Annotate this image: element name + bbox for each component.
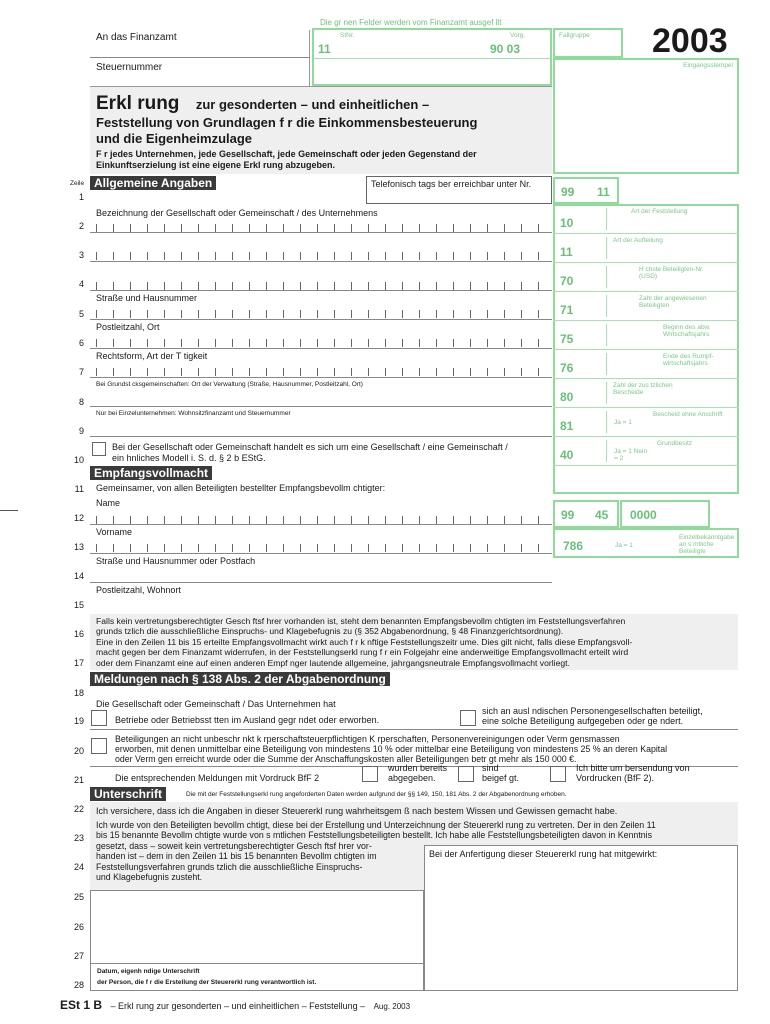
green-code: 76 <box>560 361 574 375</box>
green-code: 70 <box>560 274 574 288</box>
row-number: 6 <box>78 338 84 348</box>
empf-info-box <box>90 614 738 670</box>
section-empfangsvollmacht: Empfangsvollmacht <box>90 466 212 480</box>
sind-checkbox[interactable] <box>458 766 474 782</box>
bevollm-text-line: handen ist – dem in den Zeilen 11 bis 15 benannten Bevollm chtigten im <box>96 851 377 862</box>
entspr-label: Die entsprechenden Meldungen mit Vordruck BfF 2 <box>115 773 320 783</box>
row-number: 8 <box>78 397 84 407</box>
empf-text-line: Eine in den Zeilen 11 bis 15 erteilte Empfangsvollmacht wirkt auch f r k nftige Feststellungszeitr ume. Dies gilt nicht, falls diese Empfangsvoll- <box>96 636 633 647</box>
footer-code: ESt 1 B <box>60 998 103 1012</box>
zeile-label: Zeile <box>70 180 85 187</box>
green-label: Bescheid ohne Anschrift <box>653 411 723 418</box>
empf-text-line: macht gegen ber dem Finanzamt widerrufen, in der Feststellungserkl rung f r ein Folgejahr eine anderweitige Empfangsvollmacht erteilt wird <box>96 647 629 658</box>
empf-text-line: oder dem Finanzamt eine auf einen anderen Empf nger lautende allgemeine, jahrgangsneutrale Empfangsvollmacht vorliegt. <box>96 657 570 668</box>
sind-label2: beigef gt. <box>482 773 520 783</box>
footer-text: – Erkl rung zur gesonderten – und einheitlichen – Feststellung – <box>110 1001 366 1011</box>
green-label: Zahl der zus tzlichen Bescheide <box>613 382 673 396</box>
ges-gem-text2: ein hnliches Modell i. S. d. § 2 b EStG. <box>112 453 266 463</box>
row-number: 23 <box>73 833 84 843</box>
green-code: 10 <box>560 216 574 230</box>
footer-date: Aug. 2003 <box>373 1002 411 1011</box>
row-number: 16 <box>73 629 84 639</box>
code-9003: 90 03 <box>490 42 521 56</box>
row-number: 26 <box>73 922 84 932</box>
plz-wohnort-label: Postleitzahl, Wohnort <box>96 585 181 595</box>
row-number: 11 <box>74 484 84 494</box>
section-allgemeine-angaben: Allgemeine Angaben <box>90 176 216 190</box>
vorname-label: Vorname <box>96 527 133 537</box>
footer <box>60 996 410 1014</box>
beteiligungen-checkbox[interactable] <box>91 738 107 754</box>
unterschrift-field[interactable]: Datum, eigenh ndige Unterschrift der Person, die f r die Erstellung der Steuererkl rung verantwortlich ist. <box>90 890 424 991</box>
row-number: 9 <box>78 426 84 436</box>
strasse-label: Straße und Hausnummer <box>96 293 198 303</box>
fallgruppe-field[interactable]: Fallgruppe <box>553 28 623 58</box>
green-label: H chste Beteiligten-Nr. (USD) <box>639 266 704 280</box>
subtitle1: F r jedes Unternehmen, jede Gesellschaft, jede Gemeinschaft oder jeden Gegenstand der <box>96 149 477 159</box>
green-field-99-11: 99 11 <box>553 177 619 204</box>
row-number: 19 <box>73 716 84 726</box>
meld-bet-line: erworben, mit denen unmittelbar eine Beteiligung von mindestens 10 % oder mittelbar eine Beteiligung von mindestens 25 % an deren Kapital <box>115 744 668 755</box>
bezeichnung-label: Bezeichnung der Gesellschaft oder Gemeinschaft / des Unternehmens <box>96 208 378 218</box>
strasse-postfach-label: Straße und Hausnummer oder Postfach <box>96 556 256 566</box>
ges-gem-checkbox[interactable] <box>92 442 106 456</box>
row-number: 18 <box>73 688 84 698</box>
plz-ort-label: Postleitzahl, Ort <box>96 322 160 332</box>
einzel-label: Nur bei Einzelunternehmen: Wohnsitzfinanzamt und Steuernummer <box>96 410 291 417</box>
bitte-label1: Ich bitte um bersendung von <box>576 763 690 773</box>
finanzamt-label: An das Finanzamt <box>96 32 177 43</box>
sind-label1: sind <box>482 763 499 773</box>
empf-inputs <box>90 494 552 614</box>
mitgewirkt-field[interactable]: Bei der Anfertigung dieser Steuererkl rung hat mitgewirkt: <box>424 845 738 991</box>
steuernummer-label: Steuernummer <box>96 62 163 73</box>
green-code: 71 <box>560 303 574 317</box>
row-number: 27 <box>73 951 84 961</box>
ausl-checkbox[interactable] <box>460 710 476 726</box>
bevollm-text-line: und Klagebefugnis zusteht. <box>96 872 203 883</box>
green-field-786: 786 Ja = 1 Einzelbekanntgabe an s mtliche Beteiligte <box>553 528 739 558</box>
row-number: 4 <box>78 279 84 289</box>
green-code: 80 <box>560 390 574 404</box>
meld-bet-line: oder Verm gen erreicht wurde oder die Summe der Anschaffungskosten aller Beteiligungen betr gt mehr als 150 000 €. <box>115 754 577 765</box>
green-label-extra: Ja = 1 <box>614 419 632 426</box>
green-label-extra: Ja = 1 Nein = 2 <box>614 448 648 462</box>
bevollm-text-line: bis 15 benannte Bevollm chtigte wurde von s mtlichen Feststellungsbeteiligten bestellt. Ich habe alle Feststellungsbeteiligten davon in Kenntnis <box>96 830 653 841</box>
bevollm-text-line: gesetzt, dass – soweit kein vertretungsberechtigter Gesch ftsf hrer vor- <box>96 840 372 851</box>
row-number: 10 <box>73 455 84 465</box>
green-code: 75 <box>560 332 574 346</box>
green-code: 81 <box>560 419 574 433</box>
betriebe-label: Betriebe oder Betriebsst tten im Ausland gegr ndet oder erworben. <box>115 715 380 725</box>
grundst-label: Bei Grundst cksgemeinschaften: Ort der Verwaltung (Straße, Hausnummer, Postleitzahl, Ort) <box>96 381 363 388</box>
row-number: 24 <box>73 862 84 872</box>
row-number: 28 <box>73 980 84 990</box>
row-number: 1 <box>78 192 84 202</box>
green-label: Ende des Rumpf- wirtschaftsjahrs <box>663 353 714 367</box>
row-number: 13 <box>73 542 84 552</box>
ausl-label2: eine solche Beteiligung aufgegeben oder ge ndert. <box>482 716 684 726</box>
code-11: 11 <box>318 42 331 56</box>
gemeinsamer-label: Gemeinsamer, von allen Beteiligten bestellter Empfangsbevollm chtigter: <box>96 483 386 493</box>
row-number: 22 <box>73 804 84 814</box>
eingangsstempel-field: Eingangsstempel <box>553 58 739 174</box>
bevollm-text-line: Ich wurde von den Beteiligten bevollm chtigt, diese bei der Erstellung und Unterzeichnung der Steuererkl rung zu vertreten. Der in den Zeilen 11 <box>96 820 656 830</box>
green-label: Art der Aufteilung <box>613 237 663 244</box>
row-number: 12 <box>73 513 84 523</box>
wurden-checkbox[interactable] <box>362 766 378 782</box>
empf-text-line: Falls kein vertretungsberechtigter Gesch ftsf hrer vorhanden ist, steht dem benannten Empfangsbevollm chtigten im Feststellungsverfahren <box>96 616 626 626</box>
green-field-99-45: 99 45 <box>553 500 619 528</box>
row-number: 2 <box>78 221 84 231</box>
row-number: 3 <box>78 250 84 260</box>
title-big: Erkl rung <box>96 93 180 114</box>
row-number: 5 <box>78 309 84 319</box>
title-rest: zur gesonderten – und einheitlichen – <box>195 97 430 112</box>
betriebe-checkbox[interactable] <box>91 710 107 726</box>
telefon-field[interactable]: Telefonisch tags ber erreichbar unter Nr. <box>366 176 552 204</box>
green-label: Zahl der angewiesenen Beteiligten <box>639 295 707 309</box>
versichere-text: Ich versichere, dass ich die Angaben in dieser Steuererkl rung wahrheitsgem ß nach bestem Wissen und Gewissen gemacht habe. <box>96 806 618 816</box>
section-meldungen: Meldungen nach § 138 Abs. 2 der Abgabenordnung <box>90 672 390 686</box>
green-code: 40 <box>560 448 574 462</box>
year-label: 2003 <box>652 22 728 60</box>
section-unterschrift: Unterschrift <box>90 787 166 801</box>
wurden-label1: wurden bereits <box>388 763 448 773</box>
title-line3: und die Eigenheimzulage <box>96 131 253 146</box>
row-number: 17 <box>73 658 84 668</box>
title-block <box>90 86 552 174</box>
green-fields-note: Die gr nen Felder werden vom Finanzamt ausgef llt <box>320 18 502 27</box>
ges-gem-text1: Bei der Gesellschaft oder Gemeinschaft handelt es sich um eine Gesellschaft / eine Gemeinschaft / <box>112 442 508 452</box>
green-code: 11 <box>560 245 573 259</box>
green-label: Beginn des abw. Wirtschaftsjahrs <box>663 324 711 338</box>
bevollm-text-line: Feststellungsverfahren grunds tzlich die ausschließliche Einspruchs- <box>96 861 363 872</box>
meld-bet-line: Beteiligungen an nicht unbeschr nkt k rperschaftsteuerpflichtigen K rperschaften, Personenvereinigungen oder Verm gensmassen <box>115 734 620 744</box>
row-number: 25 <box>73 892 84 902</box>
green-label: Art der Feststellung <box>631 208 688 215</box>
wurden-label2: abgegeben. <box>388 773 436 783</box>
stnr-field[interactable]: StNr. Vorg. 11 90 03 <box>312 28 552 86</box>
row-number: 21 <box>73 775 84 785</box>
finanzamt-block <box>90 30 310 86</box>
subtitle2: Einkunftserzielung ist eine eigene Erkl rung abzugeben. <box>96 160 336 170</box>
unter-note: Die mit der Feststellungserkl rung angeforderten Daten werden aufgrund der §§ 149, 150, 181 Abs. 2 der Abgabenordnung erhoben. <box>186 791 567 798</box>
green-field-0000: 0000 <box>620 500 710 528</box>
row-number: 20 <box>73 746 84 756</box>
bitte-label2: Vordrucken (BfF 2). <box>576 773 655 783</box>
row-number: 14 <box>73 571 84 581</box>
row-number: 7 <box>78 367 84 377</box>
ausl-label1: sich an ausl ndischen Personengesellschaften beteiligt, <box>482 706 703 716</box>
bitte-checkbox[interactable] <box>550 766 566 782</box>
row-number: 15 <box>73 600 84 610</box>
general-inputs <box>90 204 552 494</box>
name-label: Name <box>96 498 121 508</box>
meld-ges-label: Die Gesellschaft oder Gemeinschaft / Das Unternehmen hat <box>96 699 336 709</box>
title-line2: Feststellung von Grundlagen f r die Einkommensbesteuerung <box>96 115 478 130</box>
empf-text-line: grunds tzlich die ausschließliche Einspruchs- und Klagebefugnis zu (§ 352 Abgabenordnung, § 48 Finanzgerichtsordnung). <box>96 626 564 637</box>
rechtsform-label: Rechtsform, Art der T tigkeit <box>96 351 208 361</box>
green-label: Grundbesitz <box>657 440 693 447</box>
